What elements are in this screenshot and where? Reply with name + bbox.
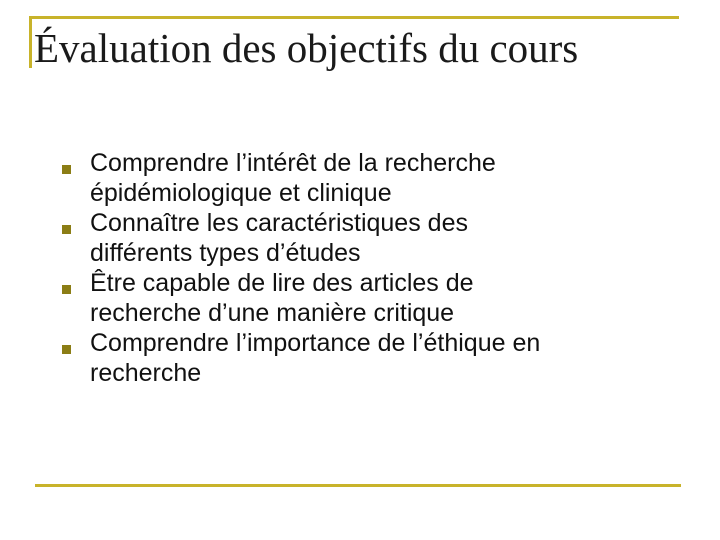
slide-title: Évaluation des objectifs du cours	[34, 22, 580, 74]
bullet-text-line: épidémiologique et clinique	[90, 179, 392, 207]
bullet-text-line: différents types d’études	[90, 239, 361, 267]
bullet-item	[62, 208, 662, 268]
bullet-item	[62, 328, 662, 388]
title-frame-left-line	[29, 16, 32, 68]
bullet-text-line: Comprendre l’intérêt de la recherche	[90, 149, 496, 177]
square-bullet-icon	[62, 165, 71, 174]
bullet-text-line: recherche	[90, 359, 202, 387]
bullet-item	[62, 268, 662, 328]
square-bullet-icon	[62, 285, 71, 294]
square-bullet-icon	[62, 225, 71, 234]
bullet-text-line: Être capable de lire des articles de	[90, 269, 474, 297]
square-bullet-icon	[62, 345, 71, 354]
title-frame-top-line	[29, 16, 679, 19]
bottom-rule	[35, 484, 681, 487]
bullet-text-line: Comprendre l’importance de l’éthique en	[90, 329, 541, 357]
bullet-item	[62, 148, 662, 208]
bullet-list	[62, 148, 662, 388]
bullet-text-line: recherche d’une manière critique	[90, 299, 455, 327]
bullet-text-line: Connaître les caractéristiques des	[90, 209, 468, 237]
